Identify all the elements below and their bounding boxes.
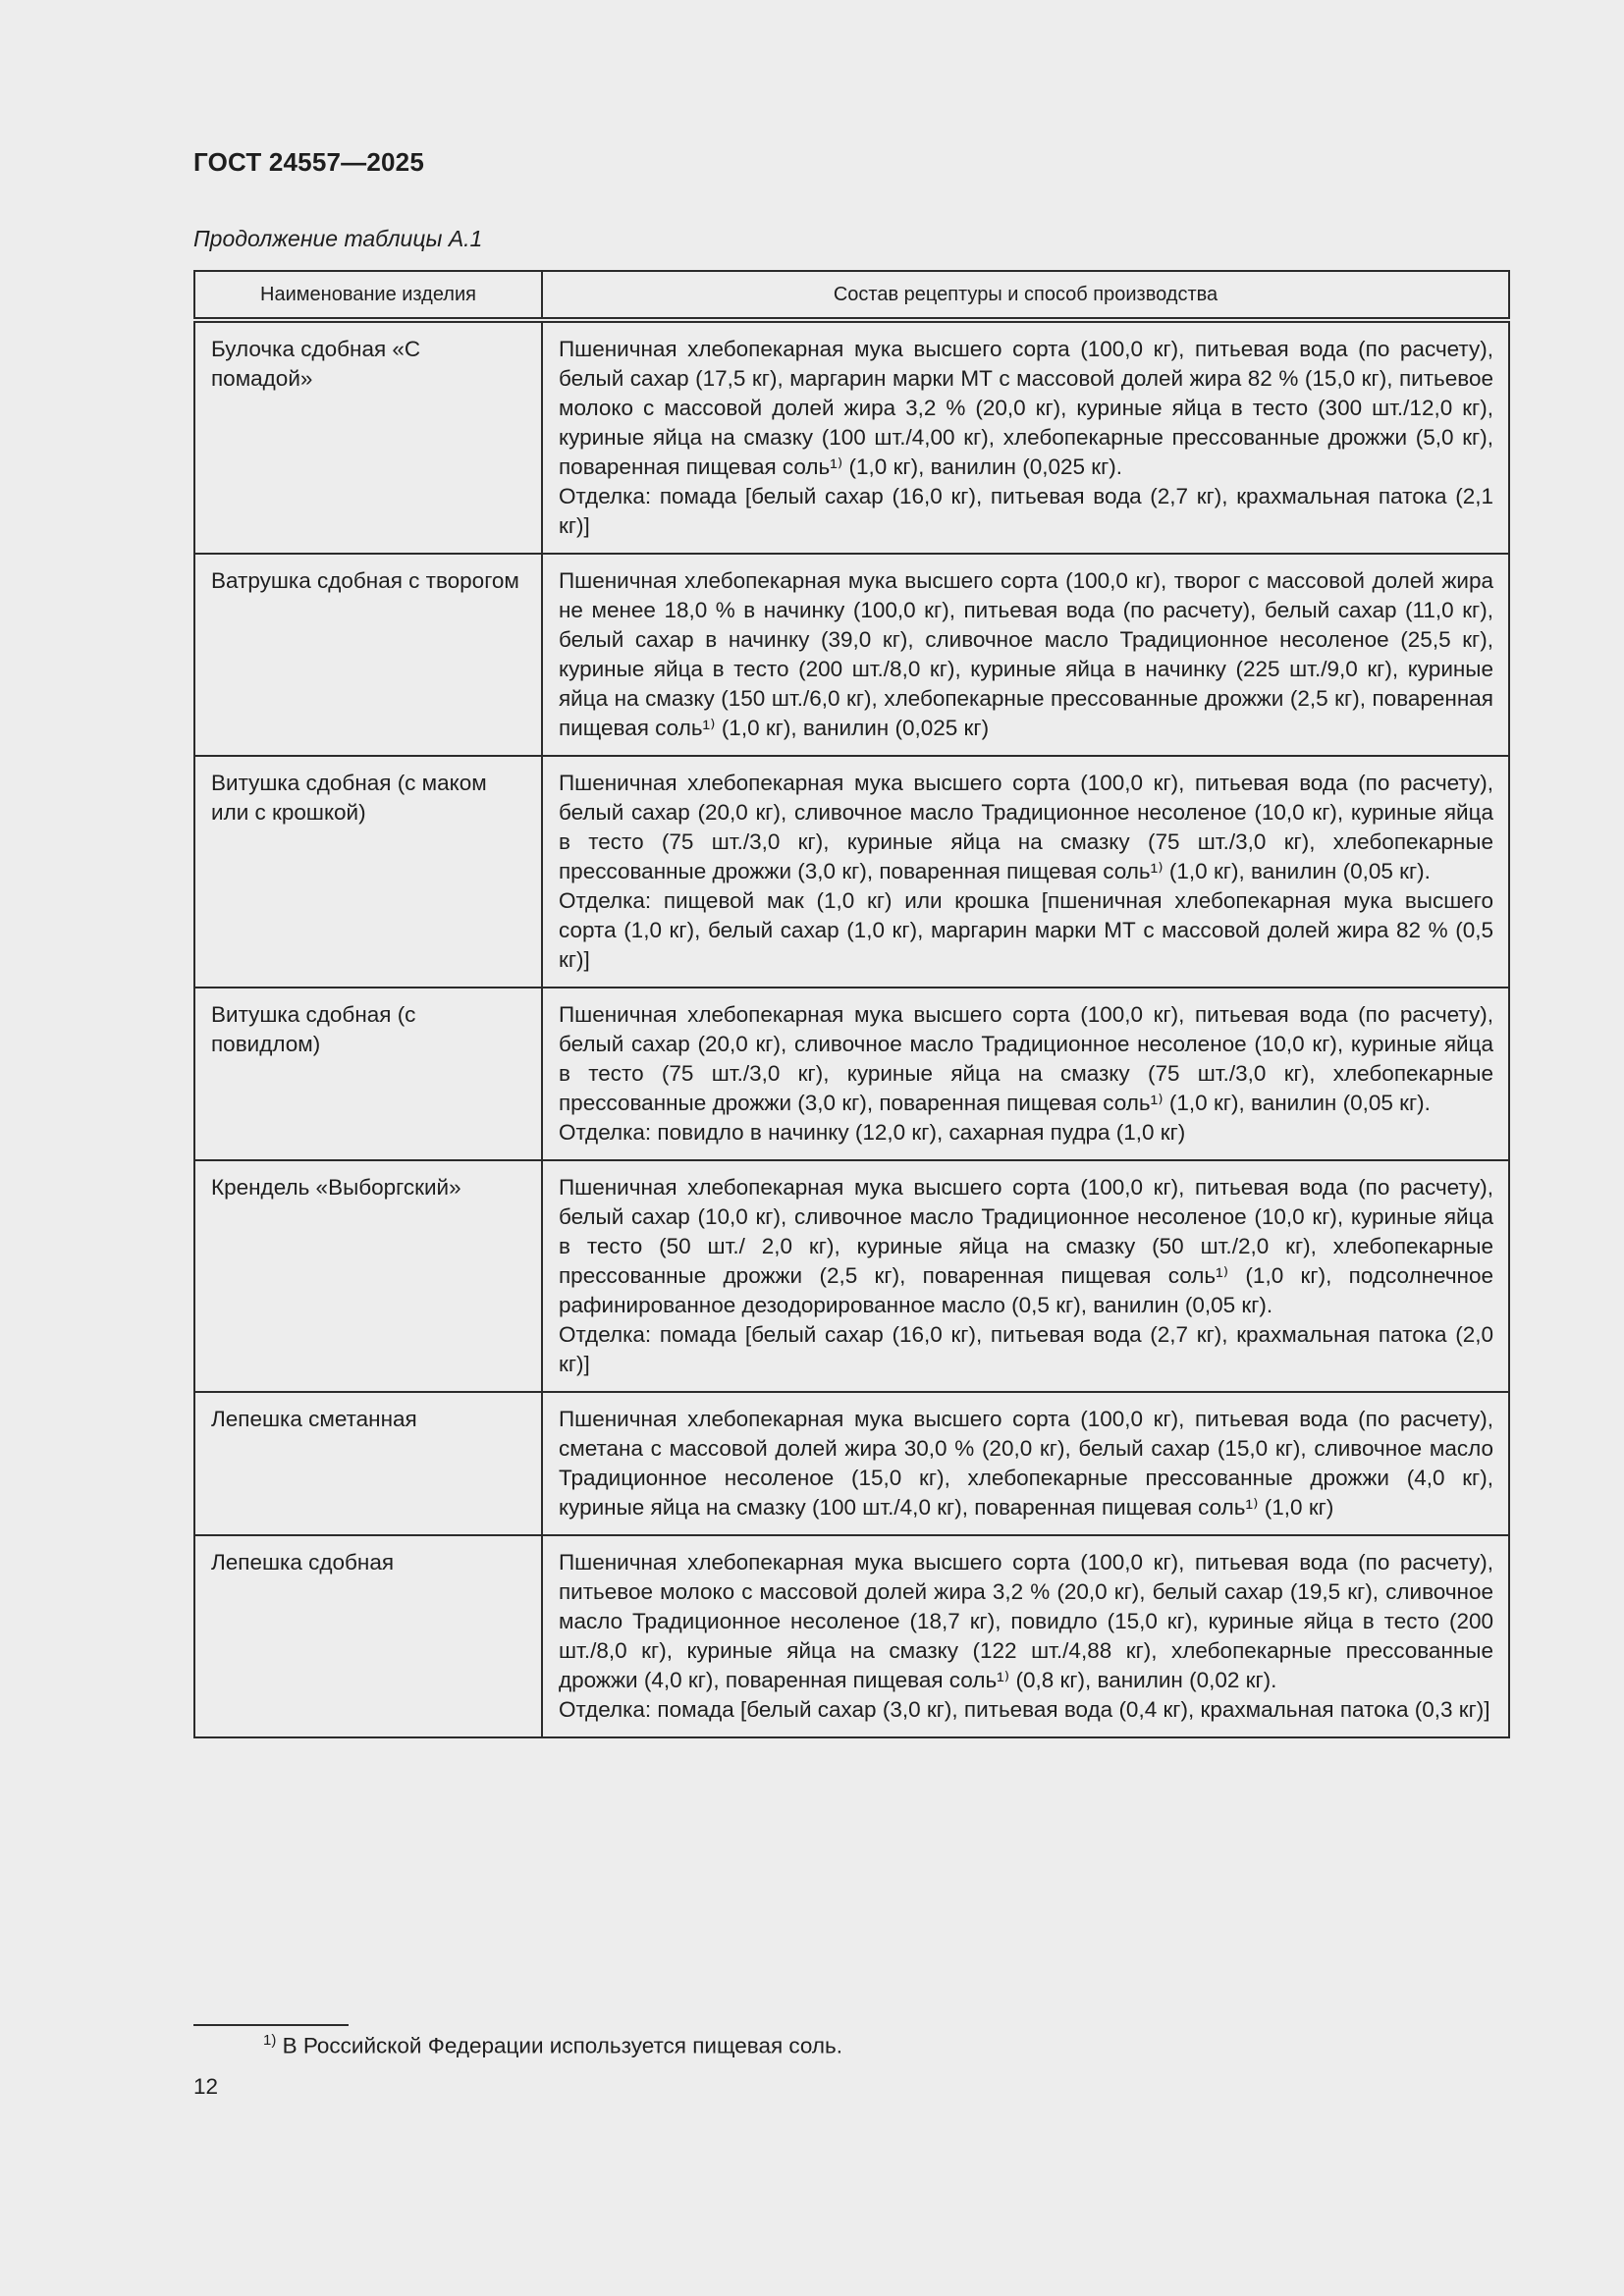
product-composition [542,988,1509,1160]
document-header: ГОСТ 24557—2025 [193,147,424,177]
product-composition [542,554,1509,756]
column-header-name: Наименование изделия [194,271,542,320]
product-composition [542,1392,1509,1535]
table-row [194,1535,1509,1737]
product-name: Крендель «Выборгский» [194,1160,542,1392]
page-number: 12 [193,2074,219,2099]
table-caption: Продолжение таблицы А.1 [193,226,483,251]
product-name: Лепешка сметанная [194,1392,542,1535]
table-row [194,756,1509,988]
footnote-divider [193,2024,349,2026]
finishing-paragraph: Отделка: помада [белый сахар (3,0 кг), питьевая вода (0,4 кг), крахмальная патока (0,3 кг)] [559,1697,1490,1722]
product-composition [542,1535,1509,1737]
table-row [194,320,1509,554]
table-header-row [194,271,1509,320]
recipe-table [193,270,1510,1738]
finishing-paragraph: Отделка: помада [белый сахар (16,0 кг), питьевая вода (2,7 кг), крахмальная патока (2,0 кг)] [559,1322,1493,1376]
composition-paragraph: Пшеничная хлебопекарная мука высшего сорта (100,0 кг), питьевая вода (по расчету), белый сахар (20,0 кг), сливочное масло Традиционное несоленое (10,0 кг), куриные яйца в тесто (75 шт./3,0 кг), куриные яйца на смазку (75 шт./3,0 кг), хлебопекарные прессованные дрожжи (3,0 кг), поваренная пищевая соль¹⁾ (1,0 кг), ванилин (0,05 кг). [559,771,1493,883]
product-name: Витушка сдобная (с маком или с крошкой) [194,756,542,988]
footnote [263,2032,842,2059]
footnote-text: В Российской Федерации используется пищевая соль. [282,2033,843,2058]
composition-paragraph: Пшеничная хлебопекарная мука высшего сорта (100,0 кг), питьевая вода (по расчету), питьевое молоко с массовой долей жира 3,2 % (20,0 кг), белый сахар (19,5 кг), сливочное масло Традиционное несоленое (18,7 кг), повидло (15,0 кг), куриные яйца в тесто (200 шт./8,0 кг), куриные яйца на смазку (122 шт./4,88 кг), хлебопекарные прессованные дрожжи (4,0 кг), поваренная пищевая соль¹⁾ (0,8 кг), ванилин (0,02 кг). [559,1550,1493,1692]
finishing-paragraph: Отделка: повидло в начинку (12,0 кг), сахарная пудра (1,0 кг) [559,1120,1186,1145]
table-row [194,1392,1509,1535]
product-name: Лепешка сдобная [194,1535,542,1737]
composition-paragraph: Пшеничная хлебопекарная мука высшего сорта (100,0 кг), творог с массовой долей жира не менее 18,0 % в начинку (100,0 кг), питьевая вода (по расчету), белый сахар (11,0 кг), белый сахар в начинку (39,0 кг), сливочное масло Традиционное несоленое (25,5 кг), куриные яйца в тесто (200 шт./8,0 кг), куриные яйца в начинку (225 шт./9,0 кг), куриные яйца на смазку (150 шт./6,0 кг), хлебопекарные прессованные дрожжи (2,5 кг), поваренная пищевая соль¹⁾ (1,0 кг), ванилин (0,025 кг) [559,568,1493,740]
product-composition [542,320,1509,554]
product-composition [542,756,1509,988]
product-name: Булочка сдобная «С помадой» [194,320,542,554]
finishing-paragraph: Отделка: пищевой мак (1,0 кг) или крошка [пшеничная хлебопекарная мука высшего сорта (1,0 кг), белый сахар (1,0 кг), маргарин марки МТ с массовой долей жира 82 % (0,5 кг)] [559,888,1493,972]
composition-paragraph: Пшеничная хлебопекарная мука высшего сорта (100,0 кг), питьевая вода (по расчету), белый сахар (17,5 кг), маргарин марки МТ с массовой долей жира 82 % (15,0 кг), питьевое молоко с массовой долей жира 3,2 % (20,0 кг), куриные яйца в тесто (300 шт./12,0 кг), куриные яйца на смазку (100 шт./4,00 кг), хлебопекарные прессованные дрожжи (5,0 кг), поваренная пищевая соль¹⁾ (1,0 кг), ванилин (0,025 кг). [559,337,1493,479]
column-header-composition: Состав рецептуры и способ производства [542,271,1509,320]
product-name: Ватрушка сдобная с творогом [194,554,542,756]
composition-paragraph: Пшеничная хлебопекарная мука высшего сорта (100,0 кг), питьевая вода (по расчету), сметана с массовой долей жира 30,0 % (20,0 кг), белый сахар (15,0 кг), сливочное масло Традиционное несоленое (15,0 кг), хлебопекарные прессованные дрожжи (4,0 кг), куриные яйца на смазку (100 шт./4,0 кг), поваренная пищевая соль¹⁾ (1,0 кг) [559,1407,1493,1520]
finishing-paragraph: Отделка: помада [белый сахар (16,0 кг), питьевая вода (2,7 кг), крахмальная патока (2,1 кг)] [559,484,1493,538]
table-row [194,988,1509,1160]
table-row [194,554,1509,756]
composition-paragraph: Пшеничная хлебопекарная мука высшего сорта (100,0 кг), питьевая вода (по расчету), белый сахар (20,0 кг), сливочное масло Традиционное несоленое (10,0 кг), куриные яйца в тесто (75 шт./3,0 кг), куриные яйца на смазку (75 шт./3,0 кг), хлебопекарные прессованные дрожжи (3,0 кг), поваренная пищевая соль¹⁾ (1,0 кг), ванилин (0,05 кг). [559,1002,1493,1115]
product-composition [542,1160,1509,1392]
table-body [194,320,1509,1737]
table-row [194,1160,1509,1392]
product-name: Витушка сдобная (с повидлом) [194,988,542,1160]
footnote-marker: 1) [263,2032,277,2049]
composition-paragraph: Пшеничная хлебопекарная мука высшего сорта (100,0 кг), питьевая вода (по расчету), белый сахар (10,0 кг), сливочное масло Традиционное несоленое (10,0 кг), куриные яйца в тесто (50 шт./ 2,0 кг), куриные яйца на смазку (50 шт./2,0 кг), хлебопекарные прессованные дрожжи (2,5 кг), поваренная пищевая соль¹⁾ (1,0 кг), подсолнечное рафинированное дезодорированное масло (0,5 кг), ванилин (0,05 кг). [559,1175,1493,1317]
